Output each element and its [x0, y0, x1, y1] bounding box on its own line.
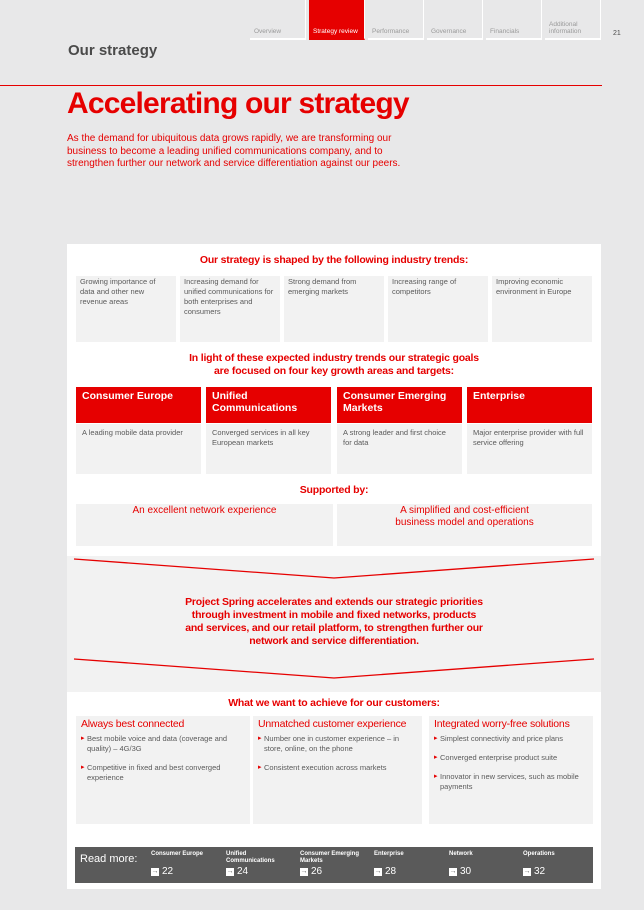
nav-tab-performance[interactable] — [368, 0, 424, 40]
goal-title-enterprise: Enterprise — [467, 387, 592, 423]
customers-heading: What we want to achieve for our customers: — [228, 697, 440, 709]
read-more-link-unified-communications[interactable] — [226, 851, 296, 877]
bullet-icon: ▸ — [258, 735, 262, 742]
nav-tab-financials[interactable] — [486, 0, 542, 40]
arrow-right-icon: → — [449, 867, 457, 875]
project-spring-line: through investment in mobile and fixed networks, products — [191, 609, 477, 621]
read-more-page: 26 — [311, 866, 323, 877]
support-item-business-model: A simplified and cost-efficient business model and operations — [337, 504, 592, 546]
trend-item: Growing importance of data and other new revenue areas — [76, 276, 176, 342]
read-more-page: 22 — [162, 866, 174, 877]
bullet-item — [258, 734, 417, 754]
bullet-text: Consistent execution across markets — [264, 763, 387, 772]
project-spring-line: Project Spring accelerates and extends our strategic priorities — [185, 596, 483, 608]
arrow-right-icon: → — [374, 867, 382, 875]
bullet-item — [434, 753, 588, 763]
read-more-bar — [75, 847, 593, 883]
bullet-icon: ▸ — [434, 735, 438, 742]
nav-tab-overview[interactable] — [250, 0, 306, 40]
read-more-page: 28 — [385, 866, 397, 877]
arrow-right-icon: → — [151, 867, 159, 875]
trend-item: Increasing range of competitors — [388, 276, 488, 342]
nav-tab-additional-information[interactable] — [545, 0, 601, 40]
read-more-name: Network — [449, 851, 473, 857]
goal-text: Major enterprise provider with full service offering — [467, 424, 592, 474]
goal-text: A leading mobile data provider — [76, 424, 201, 474]
read-more-label: Read more: — [80, 853, 138, 865]
read-more-link-network[interactable] — [449, 851, 519, 877]
bullet-icon: ▸ — [434, 754, 438, 761]
bullet-text: Innovator in new services, such as mobile payments — [440, 772, 579, 791]
goal-title-consumer-europe: Consumer Europe — [76, 387, 201, 423]
bullet-item — [258, 763, 417, 773]
nav-tab-label: Governance — [431, 28, 467, 35]
project-spring-band — [67, 556, 601, 692]
project-spring-line: network and service differentiation. — [249, 635, 419, 647]
nav-tab-governance[interactable] — [427, 0, 483, 40]
customer-goal-worry-free-solutions — [429, 716, 593, 824]
bullet-text: Number one in customer experience – in store, online, on the phone — [264, 734, 400, 753]
nav-tab-label: Performance — [372, 28, 410, 35]
supported-heading: Supported by: — [299, 484, 369, 496]
read-more-link-operations[interactable] — [523, 851, 593, 877]
read-more-name: Unified Communications — [226, 851, 275, 864]
bullet-item — [81, 763, 245, 783]
page-title: Accelerating our strategy — [67, 87, 409, 120]
arrow-right-icon: → — [300, 867, 308, 875]
customer-goal-always-best-connected — [76, 716, 250, 824]
support-item-network: An excellent network experience — [76, 504, 333, 546]
read-more-name: Consumer Emerging Markets — [300, 851, 360, 864]
read-more-name: Consumer Europe — [151, 851, 204, 857]
customer-goal-title: Integrated worry-free solutions — [434, 718, 570, 730]
bullet-text: Converged enterprise product suite — [440, 753, 558, 762]
section-nav — [250, 0, 601, 42]
bullet-icon: ▸ — [258, 764, 262, 771]
intro-paragraph: As the demand for ubiquitous data grows rapidly, we are transforming our business to become a leading unified communications company, and to strengthen further our network and service differentiation against our peers. — [67, 133, 401, 169]
project-spring-text — [67, 596, 601, 648]
bullet-icon: ▸ — [81, 735, 85, 742]
header-divider — [0, 85, 602, 86]
read-more-link-enterprise[interactable] — [374, 851, 444, 877]
goal-title-unified-communications: Unified Communications — [206, 387, 331, 423]
goal-text: Converged services in all key European markets — [206, 424, 331, 474]
arrow-right-icon: → — [226, 867, 234, 875]
nav-tab-label: Financials — [490, 28, 520, 35]
read-more-link-consumer-europe[interactable] — [151, 851, 221, 877]
trends-heading: Our strategy is shaped by the following industry trends: — [199, 254, 469, 266]
strategy-panel — [67, 244, 601, 889]
goal-text: A strong leader and first choice for data — [337, 424, 462, 474]
page-number: 21 — [613, 30, 621, 37]
bullet-item — [434, 772, 588, 792]
bullet-text: Simplest connectivity and price plans — [440, 734, 563, 743]
read-more-link-consumer-emerging-markets[interactable] — [300, 851, 370, 877]
nav-tab-label: Overview — [254, 28, 282, 35]
bullet-text: Competitive in fixed and best converged experience — [87, 763, 221, 782]
customer-goal-title: Unmatched customer experience — [258, 718, 407, 730]
goal-title-consumer-emerging-markets: Consumer Emerging Markets — [337, 387, 462, 423]
bullet-text: Best mobile voice and data (coverage and quality) – 4G/3G — [87, 734, 228, 753]
read-more-name: Operations — [523, 851, 555, 857]
section-label: Our strategy — [68, 42, 158, 59]
read-more-name: Enterprise — [374, 851, 404, 857]
trend-item: Improving economic environment in Europe — [492, 276, 592, 342]
bullet-icon: ▸ — [434, 773, 438, 780]
read-more-page: 24 — [237, 866, 249, 877]
bullet-item — [81, 734, 245, 754]
project-spring-line: and services, and our retail platform, to strengthen further our — [185, 622, 483, 634]
goals-heading-line1: In light of these expected industry trends our strategic goals — [189, 352, 479, 364]
nav-tab-strategy-review[interactable] — [309, 0, 365, 40]
bullet-icon: ▸ — [81, 764, 85, 771]
nav-tab-label: Strategy review — [313, 28, 358, 35]
trend-item: Strong demand from emerging markets — [284, 276, 384, 342]
customer-goal-unmatched-experience — [253, 716, 422, 824]
read-more-page: 30 — [460, 866, 472, 877]
goals-heading-line2: are focused on four key growth areas and targets: — [214, 365, 454, 377]
nav-tab-label: Additional information — [549, 21, 582, 35]
trend-item: Increasing demand for unified communications for both enterprises and consumers — [180, 276, 280, 342]
arrow-right-icon: → — [523, 867, 531, 875]
read-more-page: 32 — [534, 866, 546, 877]
bullet-item — [434, 734, 588, 744]
customer-goal-title: Always best connected — [81, 718, 185, 730]
